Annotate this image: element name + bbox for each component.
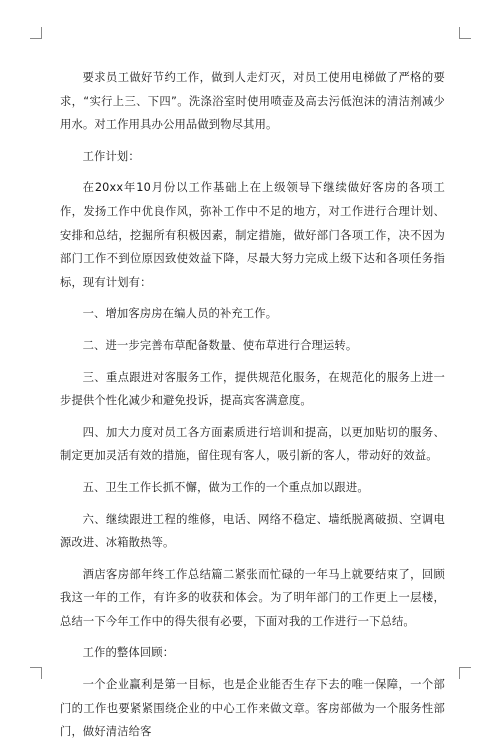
corner-mark-top-left (30, 27, 42, 39)
list-item: 一、增加客房房在编人员的补充工作。 (82, 307, 278, 321)
list-item: 四、加大力度对员工各方面素质进行培训和提高，以更加贴切的服务、制定更加灵活有效的措施，留住现有客人，吸引新的客人，带动好的效益。 (60, 425, 445, 463)
paragraph: 一个企业赢利是第一目标，也是企业能否生存下去的唯一保障，一个部门的工作也要紧紧围绕企业的中心工作来做文章。客房部做为一个服务性部门，做好清洁给客 (60, 678, 445, 739)
section-heading: 工作的整体回顾： (82, 646, 175, 660)
list-item: 六、继续跟进工程的维修，电话、网络不稳定、墙纸脱离破损、空调电源改进、冰箱散热等。 (60, 512, 445, 550)
corner-mark-bottom-left (30, 667, 42, 679)
list-item: 五、卫生工作长抓不懈，做为工作的一个重点加以跟进。 (82, 480, 369, 494)
paragraph: 要求员工做好节约工作，做到人走灯灭，对员工使用电梯做了严格的要求，“实行上三、下四”。洗涤浴室时使用喷壶及高去污低泡沫的清洁剂减少用水。对工作用具办公用品做到物尽其用。 (60, 71, 445, 132)
corner-mark-bottom-right (459, 667, 471, 679)
paragraph: 酒店客房部年终工作总结篇二紧张而忙碌的一年马上就要结束了，回顾我这一年的工作，有许多的收获和体会。为了明年部门的工作更上一层楼，总结一下今年工作中的得失很有必要，下面对我的工作进行一下总结。 (60, 567, 445, 628)
list-item: 三、重点跟进对客服务工作，提供规范化服务，在规范化的服务上进一步提供个性化减少和避免投诉，提高宾客满意度。 (60, 370, 445, 408)
list-item: 二、进一步完善布草配备数量、使布草进行合理运转。 (82, 338, 358, 352)
paragraph: 在20xx年10月份以工作基础上在上级领导下继续做好客房的各项工作，发扬工作中优良作风，弥补工作中不足的地方，对工作进行合理计划、安排和总结，挖掘所有积极因素，制定措施，做好部门各项工作，决不因为部门工作不到位原因致使效益下降，尽最大努力完成上级下达和各项任务指标，现有计划有： (60, 181, 445, 289)
document-body (60, 66, 445, 752)
section-heading: 工作计划： (82, 149, 140, 163)
corner-mark-top-right (459, 27, 471, 39)
